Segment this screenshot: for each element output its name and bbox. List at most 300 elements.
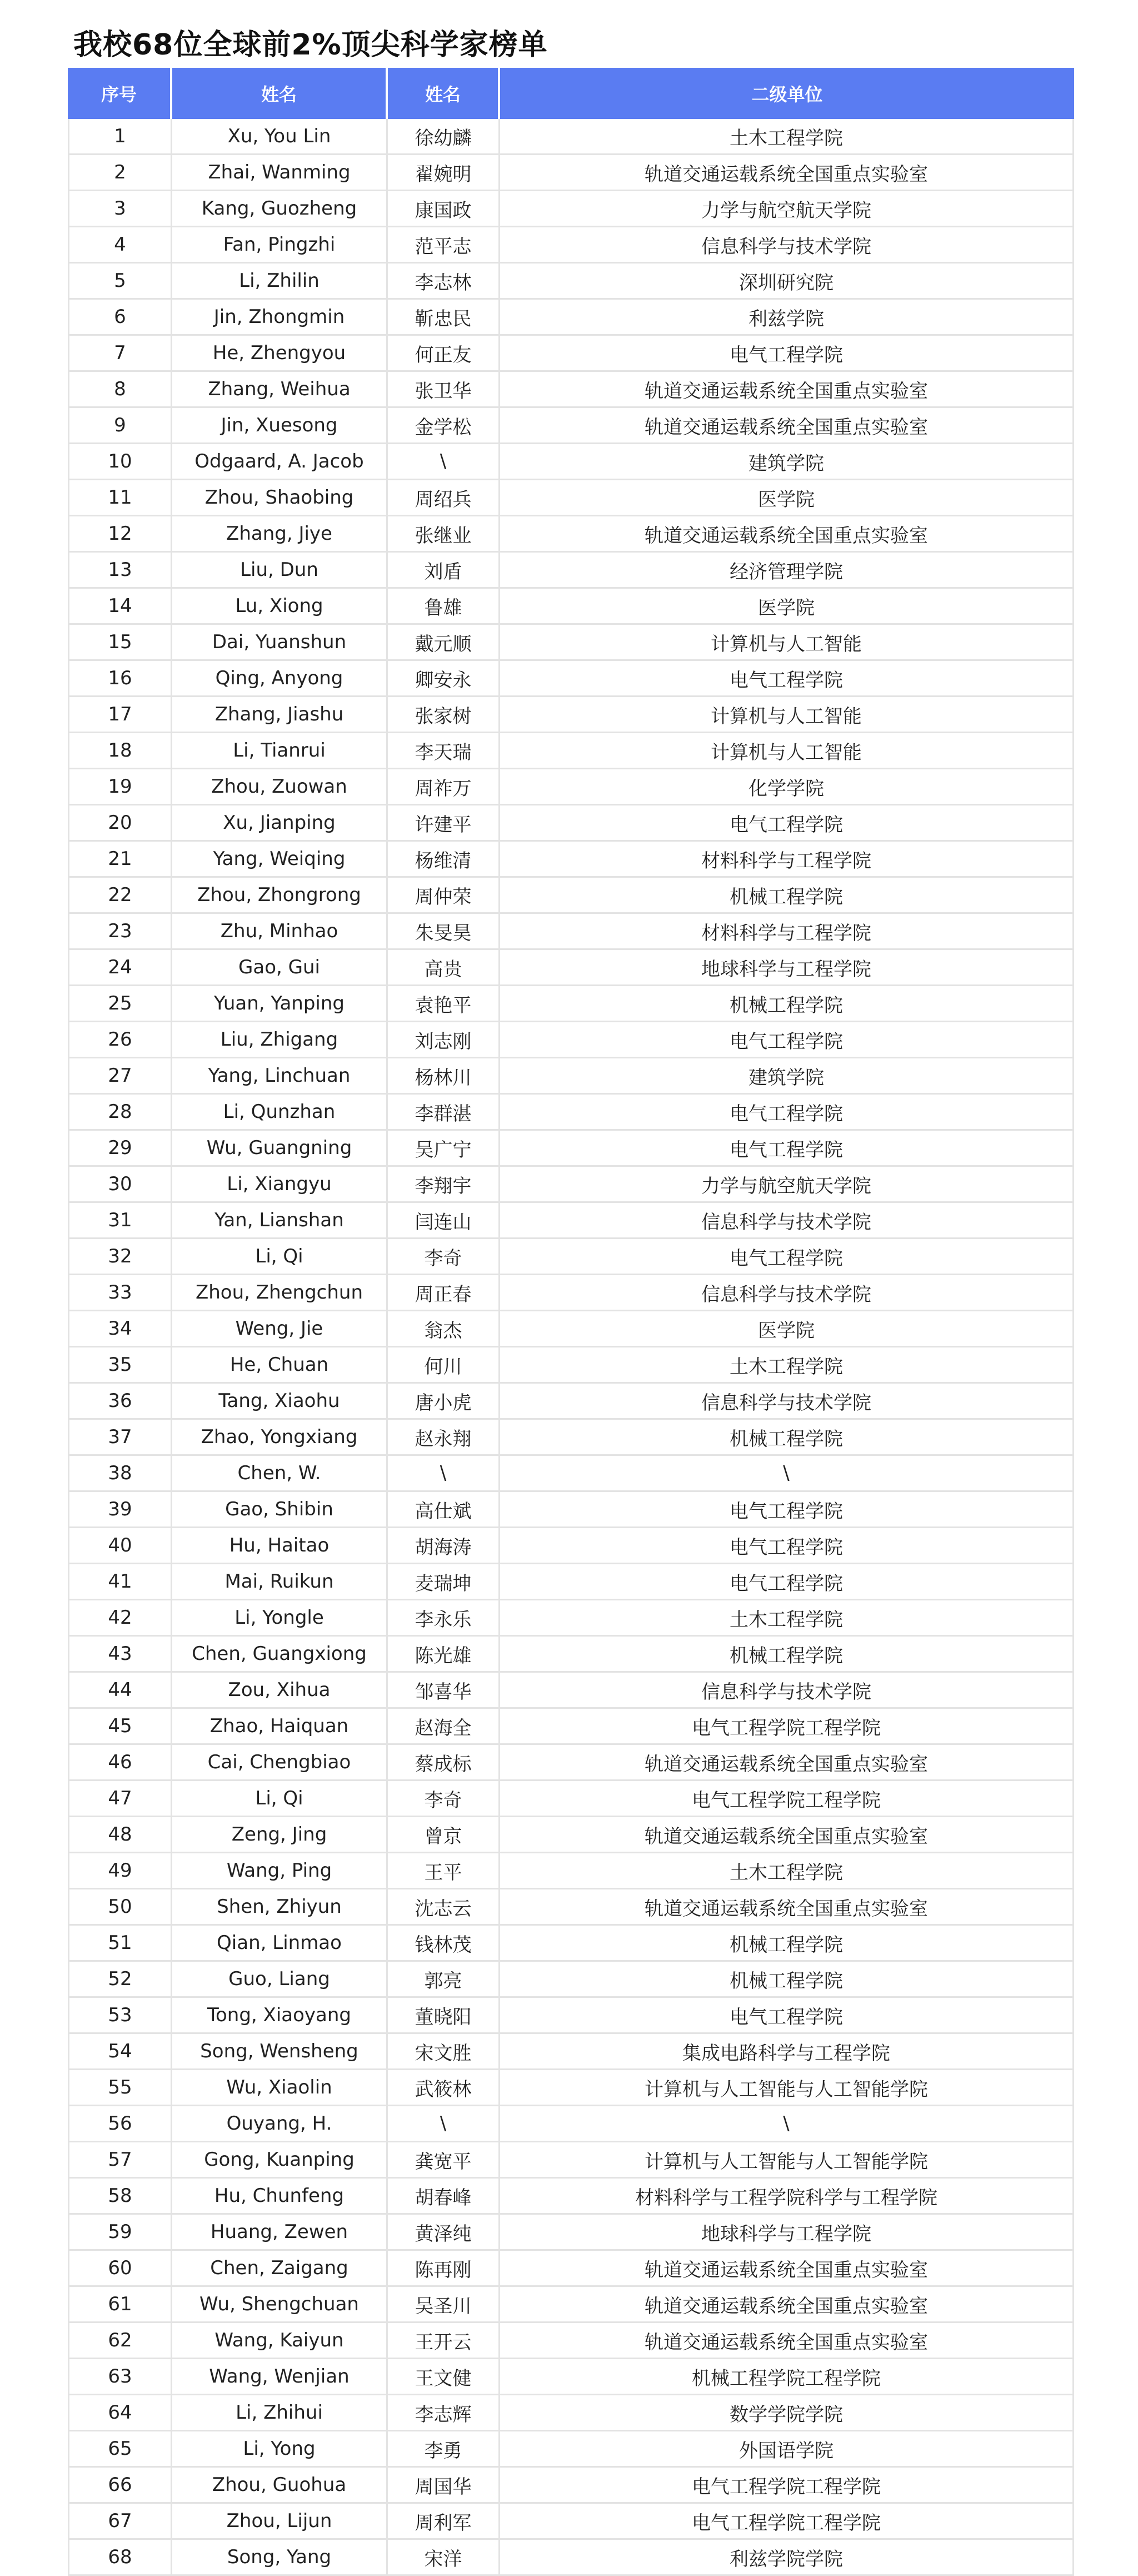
cell-index: 9 [68, 408, 172, 444]
cell-name-cn: 沈志云 [388, 1889, 500, 1926]
cell-name-en: Mai, Ruikun [172, 1564, 388, 1600]
cell-index: 60 [68, 2251, 172, 2287]
table-row [68, 2070, 1074, 2106]
cell-unit: 机械工程学院 [500, 1637, 1074, 1673]
cell-unit: 深圳研究院 [500, 263, 1074, 300]
table-row [68, 769, 1074, 805]
cell-unit: 电气工程学院 [500, 1022, 1074, 1058]
table-row [68, 1528, 1074, 1564]
cell-name-en: Zhou, Zuowan [172, 769, 388, 805]
table-row [68, 1022, 1074, 1058]
cell-name-en: Ouyang, H. [172, 2106, 388, 2142]
cell-name-cn: 刘志刚 [388, 1022, 500, 1058]
table-row [68, 408, 1074, 444]
cell-name-en: He, Zhengyou [172, 336, 388, 372]
cell-index: 49 [68, 1853, 172, 1889]
cell-unit: 轨道交通运载系统全国重点实验室 [500, 372, 1074, 408]
table-row [68, 1239, 1074, 1275]
cell-unit: \ [500, 2106, 1074, 2142]
cell-name-en: Lu, Xiong [172, 589, 388, 625]
cell-name-en: Gao, Shibin [172, 1492, 388, 1528]
cell-name-cn: 唐小虎 [388, 1384, 500, 1420]
cell-name-en: Guo, Liang [172, 1962, 388, 1998]
cell-unit: 电气工程学院工程学院 [500, 1781, 1074, 1817]
cell-name-en: Chen, Guangxiong [172, 1637, 388, 1673]
cell-name-cn: 李勇 [388, 2431, 500, 2468]
cell-name-cn: 闫连山 [388, 1203, 500, 1239]
cell-index: 6 [68, 300, 172, 336]
cell-unit: 轨道交通运载系统全国重点实验室 [500, 2251, 1074, 2287]
table-row [68, 805, 1074, 842]
cell-unit: 机械工程学院 [500, 986, 1074, 1022]
table-row [68, 2468, 1074, 2504]
cell-name-en: Li, Yongle [172, 1600, 388, 1637]
table-row [68, 1998, 1074, 2034]
table-row [68, 1853, 1074, 1889]
cell-unit: 材料科学与工程学院 [500, 914, 1074, 950]
cell-name-cn: 李群湛 [388, 1095, 500, 1131]
cell-unit: 轨道交通运载系统全国重点实验室 [500, 155, 1074, 191]
cell-name-cn: 武筱林 [388, 2070, 500, 2106]
cell-unit: 建筑学院 [500, 444, 1074, 480]
header-name-en: 姓名 [172, 68, 388, 119]
cell-index: 33 [68, 1275, 172, 1311]
table-row [68, 1926, 1074, 1962]
cell-name-cn: 戴元顺 [388, 625, 500, 661]
cell-name-en: Wu, Guangning [172, 1131, 388, 1167]
cell-index: 41 [68, 1564, 172, 1600]
cell-name-en: Song, Wensheng [172, 2034, 388, 2070]
cell-name-en: Liu, Zhigang [172, 1022, 388, 1058]
cell-name-en: Fan, Pingzhi [172, 227, 388, 263]
cell-name-cn: 李永乐 [388, 1600, 500, 1637]
cell-name-en: Wang, Wenjian [172, 2359, 388, 2395]
table-header [68, 68, 1074, 119]
cell-unit: 利兹学院 [500, 300, 1074, 336]
table-row [68, 2323, 1074, 2359]
cell-index: 11 [68, 480, 172, 516]
cell-name-cn: 赵永翔 [388, 1420, 500, 1456]
cell-index: 39 [68, 1492, 172, 1528]
table-row [68, 1058, 1074, 1095]
table-row [68, 986, 1074, 1022]
cell-unit: 信息科学与技术学院 [500, 227, 1074, 263]
cell-index: 3 [68, 191, 172, 227]
table-row [68, 842, 1074, 878]
cell-unit: 数学学院学院 [500, 2395, 1074, 2431]
cell-name-cn: 吴广宁 [388, 1131, 500, 1167]
cell-name-cn: 康国政 [388, 191, 500, 227]
cell-index: 68 [68, 2540, 172, 2576]
cell-name-cn: 张继业 [388, 516, 500, 553]
table-row [68, 2431, 1074, 2468]
cell-index: 29 [68, 1131, 172, 1167]
cell-name-cn: 杨林川 [388, 1058, 500, 1095]
cell-name-cn: 吴圣川 [388, 2287, 500, 2323]
cell-unit: 土木工程学院 [500, 119, 1074, 155]
cell-index: 46 [68, 1745, 172, 1781]
table-row [68, 1673, 1074, 1709]
cell-name-cn: \ [388, 1456, 500, 1492]
cell-unit: 信息科学与技术学院 [500, 1673, 1074, 1709]
cell-name-cn: 宋洋 [388, 2540, 500, 2576]
cell-index: 4 [68, 227, 172, 263]
cell-unit: 轨道交通运载系统全国重点实验室 [500, 2323, 1074, 2359]
cell-name-cn: 李奇 [388, 1239, 500, 1275]
cell-index: 57 [68, 2142, 172, 2179]
cell-unit: 机械工程学院 [500, 1962, 1074, 1998]
table-row [68, 1384, 1074, 1420]
cell-index: 32 [68, 1239, 172, 1275]
cell-name-en: Zhou, Zhengchun [172, 1275, 388, 1311]
cell-index: 43 [68, 1637, 172, 1673]
cell-name-cn: 赵海全 [388, 1709, 500, 1745]
cell-name-en: Zhang, Jiashu [172, 697, 388, 733]
table-row [68, 2504, 1074, 2540]
cell-name-en: Odgaard, A. Jacob [172, 444, 388, 480]
cell-name-en: Jin, Zhongmin [172, 300, 388, 336]
table-row [68, 191, 1074, 227]
cell-name-en: Kang, Guozheng [172, 191, 388, 227]
cell-name-en: Jin, Xuesong [172, 408, 388, 444]
table-row [68, 480, 1074, 516]
page-title: 我校68位全球前2%顶尖科学家榜单 [73, 28, 548, 62]
cell-unit: 轨道交通运载系统全国重点实验室 [500, 1889, 1074, 1926]
table-row [68, 1492, 1074, 1528]
cell-name-cn: 曾京 [388, 1817, 500, 1853]
cell-index: 37 [68, 1420, 172, 1456]
cell-index: 18 [68, 733, 172, 769]
cell-index: 45 [68, 1709, 172, 1745]
cell-name-en: Chen, Zaigang [172, 2251, 388, 2287]
cell-name-cn: 王文健 [388, 2359, 500, 2395]
cell-name-cn: 胡春峰 [388, 2179, 500, 2215]
cell-name-cn: 李翔宇 [388, 1167, 500, 1203]
cell-name-cn: 何川 [388, 1347, 500, 1384]
cell-name-cn: 鲁雄 [388, 589, 500, 625]
cell-index: 12 [68, 516, 172, 553]
cell-index: 25 [68, 986, 172, 1022]
cell-name-en: Hu, Haitao [172, 1528, 388, 1564]
table-row [68, 119, 1074, 155]
cell-name-en: Li, Zhihui [172, 2395, 388, 2431]
cell-index: 51 [68, 1926, 172, 1962]
cell-unit: 电气工程学院 [500, 1239, 1074, 1275]
cell-name-en: Wu, Xiaolin [172, 2070, 388, 2106]
table-row [68, 1203, 1074, 1239]
cell-name-cn: 高贵 [388, 950, 500, 986]
cell-unit: 材料科学与工程学院 [500, 842, 1074, 878]
cell-name-en: Xu, You Lin [172, 119, 388, 155]
cell-name-en: Zou, Xihua [172, 1673, 388, 1709]
cell-unit: 计算机与人工智能与人工智能学院 [500, 2070, 1074, 2106]
cell-name-en: Zhou, Lijun [172, 2504, 388, 2540]
cell-unit: 电气工程学院 [500, 1095, 1074, 1131]
cell-name-cn: 陈光雄 [388, 1637, 500, 1673]
cell-name-en: Wang, Kaiyun [172, 2323, 388, 2359]
cell-unit: 土木工程学院 [500, 1853, 1074, 1889]
table-row [68, 1275, 1074, 1311]
table-row [68, 444, 1074, 480]
cell-name-cn: 董晓阳 [388, 1998, 500, 2034]
cell-name-cn: 何正友 [388, 336, 500, 372]
table-row [68, 950, 1074, 986]
cell-unit: 电气工程学院工程学院 [500, 2504, 1074, 2540]
table-row [68, 1311, 1074, 1347]
cell-name-cn: 许建平 [388, 805, 500, 842]
cell-unit: 外国语学院 [500, 2431, 1074, 2468]
cell-name-en: Zhou, Guohua [172, 2468, 388, 2504]
table-row [68, 372, 1074, 408]
cell-name-cn: 袁艳平 [388, 986, 500, 1022]
table-row [68, 1962, 1074, 1998]
table-row [68, 2359, 1074, 2395]
cell-name-en: Li, Yong [172, 2431, 388, 2468]
table-row [68, 263, 1074, 300]
table-row [68, 2034, 1074, 2070]
cell-index: 27 [68, 1058, 172, 1095]
cell-unit: 电气工程学院 [500, 1492, 1074, 1528]
table-row [68, 155, 1074, 191]
cell-name-cn: 李志林 [388, 263, 500, 300]
cell-name-cn: 范平志 [388, 227, 500, 263]
table-row [68, 2251, 1074, 2287]
cell-unit: 信息科学与技术学院 [500, 1384, 1074, 1420]
cell-name-cn: 杨维清 [388, 842, 500, 878]
cell-name-cn: 邹喜华 [388, 1673, 500, 1709]
table-row [68, 589, 1074, 625]
cell-name-en: Dai, Yuanshun [172, 625, 388, 661]
cell-unit: 土木工程学院 [500, 1347, 1074, 1384]
cell-index: 44 [68, 1673, 172, 1709]
cell-index: 23 [68, 914, 172, 950]
table-row [68, 1420, 1074, 1456]
cell-name-en: Li, Tianrui [172, 733, 388, 769]
cell-name-en: Yan, Lianshan [172, 1203, 388, 1239]
table-row [68, 1817, 1074, 1853]
cell-unit: 电气工程学院 [500, 805, 1074, 842]
cell-name-en: Gong, Kuanping [172, 2142, 388, 2179]
cell-name-cn: 高仕斌 [388, 1492, 500, 1528]
cell-index: 17 [68, 697, 172, 733]
table-row [68, 661, 1074, 697]
table-row [68, 1167, 1074, 1203]
cell-unit: 材料科学与工程学院科学与工程学院 [500, 2179, 1074, 2215]
cell-index: 35 [68, 1347, 172, 1384]
cell-index: 55 [68, 2070, 172, 2106]
cell-unit: 电气工程学院 [500, 1564, 1074, 1600]
cell-name-cn: 周正春 [388, 1275, 500, 1311]
cell-index: 56 [68, 2106, 172, 2142]
cell-unit: 电气工程学院 [500, 1998, 1074, 2034]
cell-name-en: Zhao, Yongxiang [172, 1420, 388, 1456]
cell-name-en: Huang, Zewen [172, 2215, 388, 2251]
cell-unit: 医学院 [500, 589, 1074, 625]
cell-index: 19 [68, 769, 172, 805]
cell-unit: 集成电路科学与工程学院 [500, 2034, 1074, 2070]
cell-index: 54 [68, 2034, 172, 2070]
cell-name-en: Li, Qi [172, 1781, 388, 1817]
cell-unit: 力学与航空航天学院 [500, 1167, 1074, 1203]
table-row [68, 1456, 1074, 1492]
cell-name-en: Zhai, Wanming [172, 155, 388, 191]
cell-unit: 轨道交通运载系统全国重点实验室 [500, 1745, 1074, 1781]
cell-name-cn: 周国华 [388, 2468, 500, 2504]
cell-index: 13 [68, 553, 172, 589]
cell-unit: 信息科学与技术学院 [500, 1203, 1074, 1239]
cell-index: 10 [68, 444, 172, 480]
cell-unit: 化学学院 [500, 769, 1074, 805]
cell-name-cn: 周绍兵 [388, 480, 500, 516]
cell-name-en: Yang, Weiqing [172, 842, 388, 878]
cell-name-cn: 翁杰 [388, 1311, 500, 1347]
cell-unit: 机械工程学院 [500, 1926, 1074, 1962]
table-row [68, 2142, 1074, 2179]
table-row [68, 1889, 1074, 1926]
cell-name-cn: \ [388, 2106, 500, 2142]
table-row [68, 336, 1074, 372]
cell-name-cn: 张家树 [388, 697, 500, 733]
cell-unit: 轨道交通运载系统全国重点实验室 [500, 2287, 1074, 2323]
cell-unit: 土木工程学院 [500, 1600, 1074, 1637]
table-row [68, 1347, 1074, 1384]
table-row [68, 625, 1074, 661]
cell-index: 2 [68, 155, 172, 191]
table-row [68, 227, 1074, 263]
cell-index: 5 [68, 263, 172, 300]
table-row [68, 1564, 1074, 1600]
table-row [68, 1781, 1074, 1817]
cell-name-en: Xu, Jianping [172, 805, 388, 842]
cell-index: 22 [68, 878, 172, 914]
table-row [68, 1709, 1074, 1745]
cell-name-en: Tang, Xiaohu [172, 1384, 388, 1420]
cell-name-en: Yang, Linchuan [172, 1058, 388, 1095]
cell-unit: 电气工程学院 [500, 336, 1074, 372]
cell-name-cn: 李奇 [388, 1781, 500, 1817]
cell-unit: 电气工程学院工程学院 [500, 2468, 1074, 2504]
cell-name-en: Qian, Linmao [172, 1926, 388, 1962]
cell-index: 65 [68, 2431, 172, 2468]
cell-index: 20 [68, 805, 172, 842]
cell-unit: 计算机与人工智能 [500, 697, 1074, 733]
cell-unit: 机械工程学院 [500, 1420, 1074, 1456]
cell-index: 47 [68, 1781, 172, 1817]
cell-index: 8 [68, 372, 172, 408]
cell-name-cn: 王开云 [388, 2323, 500, 2359]
cell-unit: 电气工程学院工程学院 [500, 1709, 1074, 1745]
cell-name-cn: 胡海涛 [388, 1528, 500, 1564]
cell-index: 1 [68, 119, 172, 155]
cell-unit: 轨道交通运载系统全国重点实验室 [500, 408, 1074, 444]
cell-name-en: Zhou, Shaobing [172, 480, 388, 516]
cell-unit: 轨道交通运载系统全国重点实验室 [500, 516, 1074, 553]
table-row [68, 1637, 1074, 1673]
cell-unit: \ [500, 1456, 1074, 1492]
table-row [68, 914, 1074, 950]
cell-name-en: Li, Qi [172, 1239, 388, 1275]
table-row [68, 2215, 1074, 2251]
cell-name-cn: 黄泽纯 [388, 2215, 500, 2251]
cell-name-cn: 靳忠民 [388, 300, 500, 336]
cell-index: 61 [68, 2287, 172, 2323]
table-row [68, 516, 1074, 553]
cell-unit: 建筑学院 [500, 1058, 1074, 1095]
scientist-table [68, 68, 1074, 2576]
cell-name-cn: 王平 [388, 1853, 500, 1889]
cell-index: 67 [68, 2504, 172, 2540]
table-body [68, 119, 1074, 2576]
cell-name-cn: 蔡成标 [388, 1745, 500, 1781]
cell-name-cn: 麦瑞坤 [388, 1564, 500, 1600]
cell-index: 15 [68, 625, 172, 661]
cell-index: 26 [68, 1022, 172, 1058]
cell-unit: 计算机与人工智能与人工智能学院 [500, 2142, 1074, 2179]
cell-unit: 医学院 [500, 1311, 1074, 1347]
cell-name-cn: 李志辉 [388, 2395, 500, 2431]
cell-name-en: Gao, Gui [172, 950, 388, 986]
table-row [68, 2540, 1074, 2576]
header-row [68, 68, 1074, 119]
cell-index: 14 [68, 589, 172, 625]
cell-unit: 地球科学与工程学院 [500, 2215, 1074, 2251]
cell-index: 42 [68, 1600, 172, 1637]
cell-name-en: Weng, Jie [172, 1311, 388, 1347]
table-row [68, 733, 1074, 769]
header-index: 序号 [68, 68, 172, 119]
header-name-cn: 姓名 [388, 68, 500, 119]
cell-name-cn: 郭亮 [388, 1962, 500, 1998]
cell-index: 64 [68, 2395, 172, 2431]
cell-name-en: Zhou, Zhongrong [172, 878, 388, 914]
cell-name-en: Li, Zhilin [172, 263, 388, 300]
cell-name-en: Wu, Shengchuan [172, 2287, 388, 2323]
cell-unit: 医学院 [500, 480, 1074, 516]
table-row [68, 2395, 1074, 2431]
table-row [68, 300, 1074, 336]
cell-unit: 机械工程学院 [500, 878, 1074, 914]
cell-name-en: Qing, Anyong [172, 661, 388, 697]
cell-index: 63 [68, 2359, 172, 2395]
table-row [68, 1745, 1074, 1781]
cell-name-cn: 刘盾 [388, 553, 500, 589]
cell-name-en: Liu, Dun [172, 553, 388, 589]
cell-unit: 轨道交通运载系统全国重点实验室 [500, 1817, 1074, 1853]
table-row [68, 1095, 1074, 1131]
cell-name-cn: 卿安永 [388, 661, 500, 697]
cell-index: 28 [68, 1095, 172, 1131]
cell-name-cn: \ [388, 444, 500, 480]
cell-name-en: Hu, Chunfeng [172, 2179, 388, 2215]
cell-name-cn: 周祚万 [388, 769, 500, 805]
cell-unit: 经济管理学院 [500, 553, 1074, 589]
cell-index: 53 [68, 1998, 172, 2034]
cell-index: 30 [68, 1167, 172, 1203]
cell-name-en: Li, Xiangyu [172, 1167, 388, 1203]
cell-name-en: Shen, Zhiyun [172, 1889, 388, 1926]
cell-name-en: He, Chuan [172, 1347, 388, 1384]
cell-index: 52 [68, 1962, 172, 1998]
cell-unit: 电气工程学院 [500, 1528, 1074, 1564]
table-row [68, 2179, 1074, 2215]
cell-unit: 计算机与人工智能 [500, 733, 1074, 769]
cell-name-cn: 钱林茂 [388, 1926, 500, 1962]
cell-name-cn: 宋文胜 [388, 2034, 500, 2070]
cell-index: 31 [68, 1203, 172, 1239]
cell-index: 7 [68, 336, 172, 372]
cell-name-en: Wang, Ping [172, 1853, 388, 1889]
header-unit: 二级单位 [500, 68, 1074, 119]
